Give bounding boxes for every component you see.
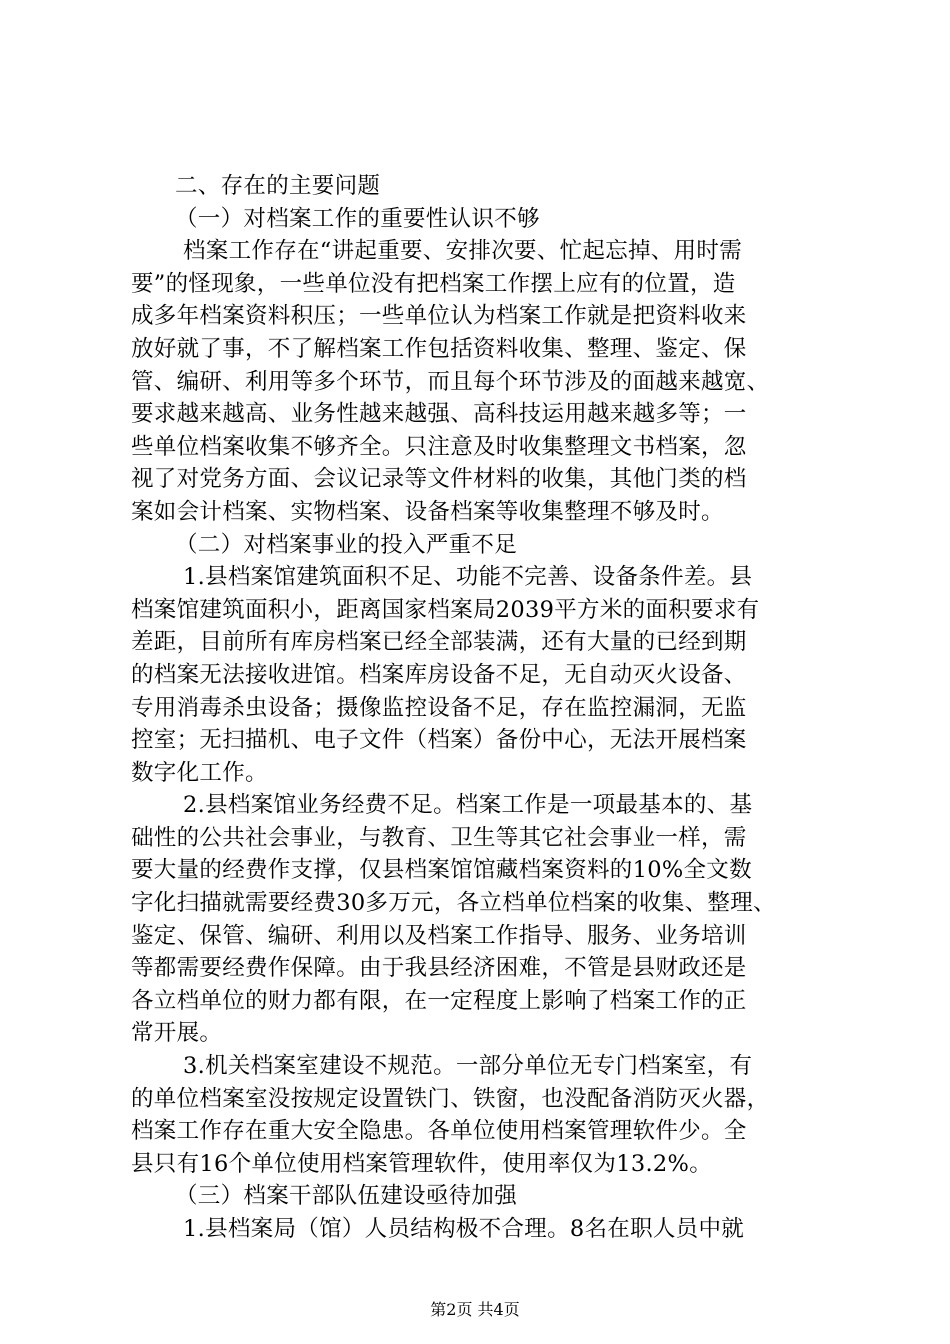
paragraph-line: 的单位档案室没按规定设置铁门、铁窗，也没配备消防灭火器， <box>131 1085 770 1112</box>
paragraph-line: 要大量的经费作支撑，仅县档案馆馆藏档案资料的10%全文数 <box>131 857 752 884</box>
paragraph-line: 视了对党务方面、会议记录等文件材料的收集，其他门类的档 <box>131 466 747 493</box>
paragraph-line: 要”的怪现象，一些单位没有把档案工作摆上应有的位置，造 <box>131 270 736 297</box>
paragraph-line: 档案工作存在“讲起重要、安排次要、忙起忘掉、用时需 <box>183 238 743 265</box>
paragraph-line: 差距，目前所有库房档案已经全部装满，还有大量的已经到期 <box>131 629 747 656</box>
paragraph-line: 数字化工作。 <box>131 759 268 786</box>
paragraph-line: 3.机关档案室建设不规范。一部分单位无专门档案室，有 <box>183 1053 753 1080</box>
paragraph-line: 等都需要经费作保障。由于我县经济困难，不管是县财政还是 <box>131 955 747 982</box>
subsection-heading: （二）对档案事业的投入严重不足 <box>175 531 518 558</box>
paragraph-line: 档案工作存在重大安全隐患。各单位使用档案管理软件少。全 <box>131 1118 747 1145</box>
paragraph-line: 放好就了事，不了解档案工作包括资料收集、整理、鉴定、保 <box>131 335 747 362</box>
paragraph-line: 要求越来越高、业务性越来越强、高科技运用越来越多等；一 <box>131 401 747 428</box>
paragraph-line: 专用消毒杀虫设备；摄像监控设备不足，存在监控漏洞，无监 <box>131 694 747 721</box>
paragraph-line: 县只有16个单位使用档案管理软件，使用率仅为13.2%。 <box>131 1150 713 1177</box>
paragraph-line: 础性的公共社会事业，与教育、卫生等其它社会事业一样，需 <box>131 824 747 851</box>
paragraph-line: 鉴定、保管、编研、利用以及档案工作指导、服务、业务培训 <box>131 922 747 949</box>
page-number-footer: 第2页 共4页 <box>430 1300 520 1319</box>
section-heading: 二、存在的主要问题 <box>175 173 381 199</box>
subsection-heading: （三）档案干部队伍建设亟待加强 <box>175 1183 518 1210</box>
paragraph-line: 各立档单位的财力都有限，在一定程度上影响了档案工作的正 <box>131 987 747 1014</box>
paragraph-line: 档案馆建筑面积小，距离国家档案局2039平方米的面积要求有 <box>131 596 760 623</box>
paragraph-line: 2.县档案馆业务经费不足。档案工作是一项最基本的、基 <box>183 792 753 819</box>
subsection-heading: （一）对档案工作的重要性认识不够 <box>175 205 540 232</box>
paragraph-line: 案如会计档案、实物档案、设备档案等收集整理不够及时。 <box>131 498 724 525</box>
paragraph-line: 1.县档案馆建筑面积不足、功能不完善、设备条件差。县 <box>183 564 753 591</box>
paragraph-line: 些单位档案收集不够齐全。只注意及时收集整理文书档案，忽 <box>131 433 747 460</box>
paragraph-line: 控室；无扫描机、电子文件（档案）备份中心，无法开展档案 <box>131 727 747 754</box>
document-body <box>131 170 831 1246</box>
paragraph-line: 常开展。 <box>131 1020 223 1047</box>
paragraph-line: 的档案无法接收进馆。档案库房设备不足，无自动灭火设备、 <box>131 661 747 688</box>
paragraph-line: 成多年档案资料积压；一些单位认为档案工作就是把资料收来 <box>131 303 747 330</box>
paragraph-line: 1.县档案局（馆）人员结构极不合理。8名在职人员中就 <box>183 1216 745 1242</box>
paragraph-line: 管、编研、利用等多个环节，而且每个环节涉及的面越来越宽、 <box>131 368 770 395</box>
paragraph-line: 字化扫描就需要经费30多万元，各立档单位档案的收集、整理、 <box>131 890 776 917</box>
